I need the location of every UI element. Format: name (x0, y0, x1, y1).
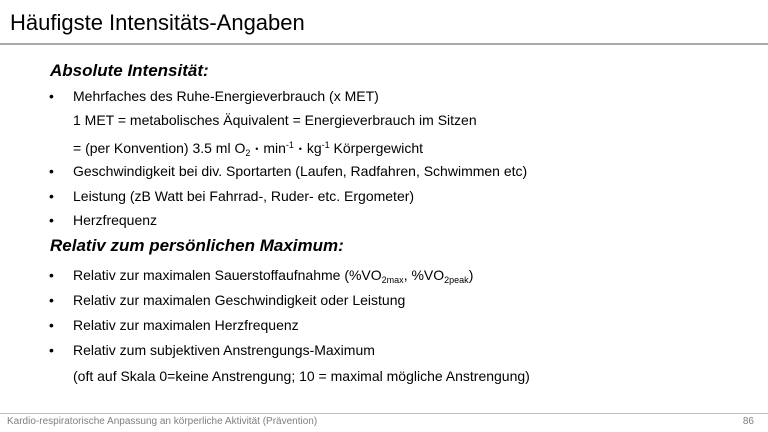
multiply-dot: • (298, 144, 302, 154)
bullet-marker: • (49, 342, 54, 358)
vo2-suffix: ) (468, 267, 474, 283)
bullet-marker: • (49, 317, 54, 333)
vo2max-subscript: 2max (381, 275, 404, 285)
list-item-subjective-max: Relativ zum subjektiven Anstrengungs-Maximum (73, 342, 375, 358)
vo2peak-subscript: 2peak (444, 275, 469, 285)
heading-absolute: Absolute Intensität: (50, 61, 209, 80)
list-item-vo2 (73, 265, 473, 290)
list-item-speed: Geschwindigkeit bei div. Sportarten (Laufen, Radfahren, Schwimmen etc) (73, 163, 528, 179)
kg-exponent: -1 (321, 140, 330, 150)
list-item-max-speed: Relativ zur maximalen Geschwindigkeit oder Leistung (73, 292, 406, 308)
list-item-heart-rate: Herzfrequenz (73, 212, 158, 228)
bullet-marker: • (49, 267, 54, 283)
title-divider (0, 43, 768, 45)
bullet-marker: • (49, 212, 54, 228)
list-item-power: Leistung (zB Watt bei Fahrrad-, Ruder- etc. Ergometer) (73, 188, 415, 204)
convention-suffix: Körpergewicht (329, 140, 424, 156)
list-item-met-definition: 1 MET = metabolisches Äquivalent = Energieverbrauch im Sitzen (73, 112, 477, 128)
vo2-separator: , %V (403, 267, 434, 283)
bullet-marker: • (49, 292, 54, 308)
list-item-met-convention (73, 135, 423, 163)
convention-prefix: = (per Konvention) 3.5 ml O (73, 140, 246, 156)
multiply-dot: • (255, 144, 259, 154)
list-item-max-heart-rate: Relativ zur maximalen Herzfrequenz (73, 317, 299, 333)
page-number: 86 (742, 416, 754, 427)
vo2-o-letter: O (370, 267, 382, 283)
footer-divider (0, 413, 768, 414)
kg-unit: kg (302, 140, 322, 156)
vo2-o-letter: O (433, 267, 445, 283)
footer-text: Kardio-respiratorische Anpassung an körperliche Aktivität (Prävention) (7, 416, 318, 427)
min-unit: min (259, 140, 286, 156)
o2-subscript: 2 (245, 148, 251, 158)
bullet-marker: • (49, 88, 54, 104)
vo2-prefix: Relativ zur maximalen Sauerstoffaufnahme (%V (73, 267, 371, 283)
list-item-met-multiple: Mehrfaches des Ruhe-Energieverbrauch (x MET) (73, 88, 379, 104)
list-item-scale-note: (oft auf Skala 0=keine Anstrengung; 10 = maximal mögliche Anstrengung) (73, 368, 530, 384)
slide-title: Häufigste Intensitäts-Angaben (10, 10, 305, 35)
bullet-marker: • (49, 163, 54, 179)
min-exponent: -1 (285, 140, 294, 150)
heading-relative: Relativ zum persönlichen Maximum: (50, 236, 344, 255)
bullet-marker: • (49, 188, 54, 204)
